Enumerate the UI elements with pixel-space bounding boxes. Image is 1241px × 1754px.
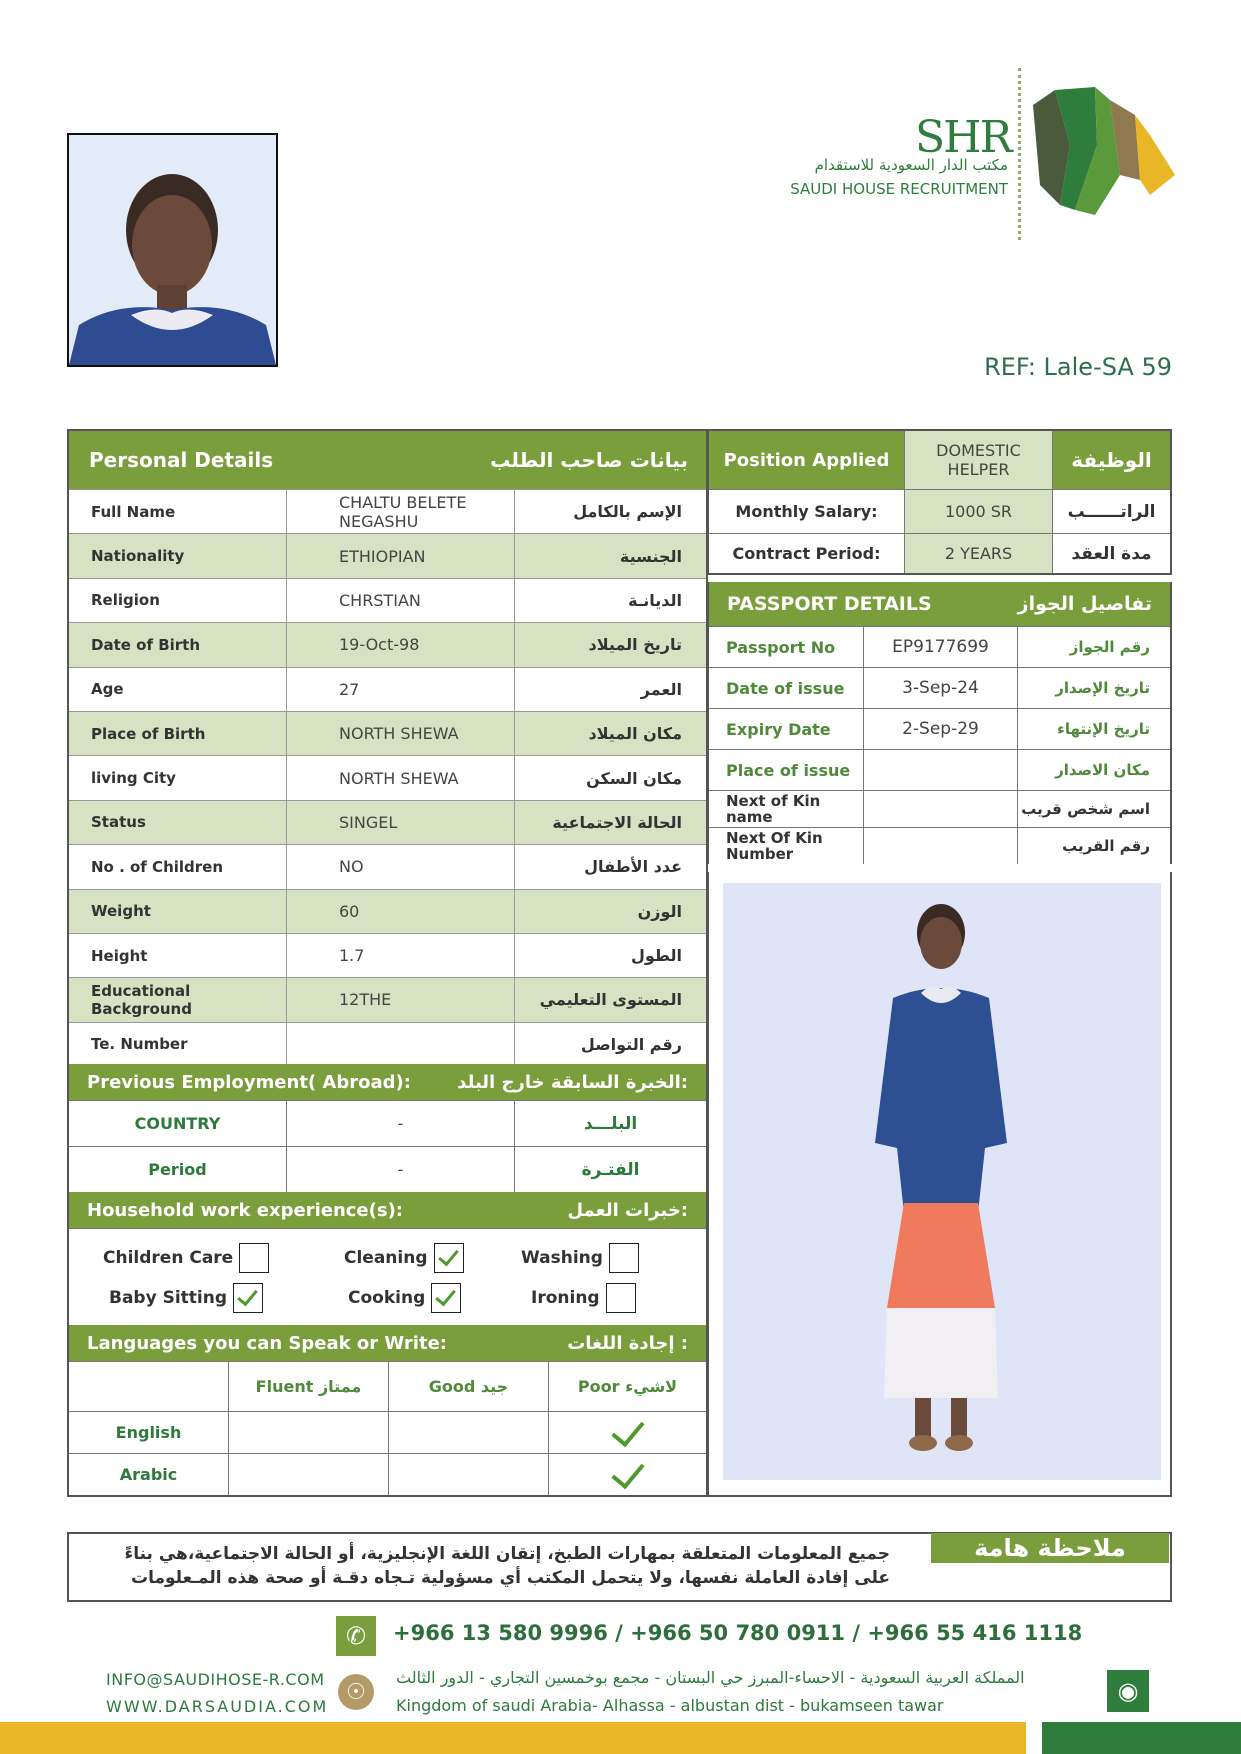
household-item-label: Children Care xyxy=(103,1248,234,1268)
personal-row-label: Weight xyxy=(69,890,287,933)
period-label-ar: الفتـرة xyxy=(581,1159,640,1180)
footer-bar-green xyxy=(1042,1722,1241,1754)
passport-details-title-ar: تفاصيل الجواز xyxy=(1017,593,1152,615)
personal-row-value: 12THE xyxy=(287,978,515,1021)
languages-header xyxy=(69,1325,706,1361)
personal-row-label-ar: الإسم بالكامل xyxy=(573,502,682,522)
personal-row xyxy=(69,977,706,1021)
personal-row-value: 27 xyxy=(287,668,515,711)
important-note-title: ملاحظة هامة xyxy=(931,1533,1169,1563)
period-label: Period xyxy=(69,1147,287,1192)
level-fluent: Fluent ممتاز xyxy=(229,1362,389,1411)
passport-details-table xyxy=(707,582,1172,864)
passport-row-label: Passport No xyxy=(709,627,864,667)
language-level-poor xyxy=(549,1412,706,1453)
position-table xyxy=(707,429,1172,575)
passport-row-label-ar: رقم القريب xyxy=(1062,837,1150,855)
languages-corner-cell xyxy=(69,1362,229,1411)
passport-row-value xyxy=(864,791,1018,827)
personal-details-title-ar: بيانات صاحب الطلب xyxy=(490,448,688,472)
passport-row-value: EP9177699 xyxy=(864,627,1018,667)
household-item-checkbox[interactable] xyxy=(233,1283,263,1313)
household-item-checkbox[interactable] xyxy=(434,1243,464,1273)
household-item-label: Ironing xyxy=(531,1288,600,1308)
previous-employment-title-en: Previous Employment( Abroad): xyxy=(87,1071,411,1093)
position-applied-value: DOMESTIC HELPER xyxy=(905,431,1053,489)
passport-row-label-ar: اسم شخص قريب xyxy=(1021,800,1150,818)
checkmark-icon xyxy=(611,1412,644,1447)
household-item-checkbox[interactable] xyxy=(606,1283,636,1313)
portrait-photo xyxy=(67,133,278,367)
language-row xyxy=(69,1411,706,1453)
important-note-line-1: جميع المعلومات المتعلقة بمهارات الطبخ، إتقان اللغة الإنجليزية، أو الحالة الاجتماعية،هي بناءً xyxy=(124,1544,890,1564)
language-level-good xyxy=(389,1454,549,1495)
personal-row-label: Full Name xyxy=(69,490,287,533)
languages-header-row xyxy=(69,1361,706,1411)
personal-row xyxy=(69,800,706,844)
personal-row-label: Age xyxy=(69,668,287,711)
personal-row xyxy=(69,844,706,888)
personal-row xyxy=(69,667,706,711)
personal-row-label-ar: عدد الأطفال xyxy=(584,857,682,877)
languages-title-ar: إجادة اللغات : xyxy=(567,1332,688,1354)
household-experience-title-en: Household work experience(s): xyxy=(87,1199,404,1221)
household-item xyxy=(531,1283,636,1313)
household-item xyxy=(109,1283,263,1313)
personal-row xyxy=(69,489,706,533)
language-name: English xyxy=(69,1412,229,1453)
monthly-salary-value: 1000 SR xyxy=(905,490,1053,533)
household-item xyxy=(103,1243,269,1273)
personal-row-label-ar: العمر xyxy=(640,679,682,699)
personal-row-label: Te. Number xyxy=(69,1023,287,1066)
household-experience-checklist xyxy=(69,1228,706,1327)
phone-icon: ✆ xyxy=(336,1616,376,1656)
personal-row xyxy=(69,711,706,755)
logo-arabic-name: مكتب الدار السعودية للاستقدام xyxy=(814,156,1008,174)
passport-row xyxy=(709,790,1170,827)
passport-row-label: Next Of Kin Number xyxy=(709,828,864,864)
personal-row-label-ar: مكان السكن xyxy=(586,768,682,788)
household-item-label: Baby Sitting xyxy=(109,1288,228,1308)
personal-row-label-ar: رقم التواصل xyxy=(580,1034,682,1054)
level-poor: Poor لاشيء xyxy=(577,1377,678,1396)
household-experience-header xyxy=(69,1192,706,1228)
personal-row-value xyxy=(287,1023,515,1066)
personal-row-label-ar: الحالة الاجتماعية xyxy=(552,812,682,832)
personal-row xyxy=(69,889,706,933)
important-note-line-2: على إفادة العاملة نفسها، ولا يتحمل المكتب أي مسؤولية تـجاه دقـة أو صحة هذه المـعلومات xyxy=(130,1568,890,1588)
personal-row-label-ar: الوزن xyxy=(637,901,682,921)
language-level-good xyxy=(389,1412,549,1453)
personal-row-value: CHRSTIAN xyxy=(287,579,515,622)
household-item-checkbox[interactable] xyxy=(239,1243,269,1273)
household-item-checkbox[interactable] xyxy=(609,1243,639,1273)
full-body-photo xyxy=(723,883,1161,1480)
country-label: COUNTRY xyxy=(69,1101,287,1146)
personal-row-label: Place of Birth xyxy=(69,712,287,755)
language-level-poor xyxy=(549,1454,706,1495)
household-item xyxy=(344,1243,464,1273)
personal-row-label: Status xyxy=(69,801,287,844)
logo-english-name: SAUDI HOUSE RECRUITMENT xyxy=(790,180,1008,198)
personal-row-value: ETHIOPIAN xyxy=(287,534,515,577)
passport-row-label: Place of issue xyxy=(709,750,864,790)
address-english: Kingdom of saudi Arabia- Alhassa - albustan dist - bukamseen tawar xyxy=(396,1696,944,1715)
household-item-label: Washing xyxy=(521,1248,603,1268)
important-note-text xyxy=(90,1542,890,1590)
language-name: Arabic xyxy=(69,1454,229,1495)
passport-row-value xyxy=(864,828,1018,864)
personal-row xyxy=(69,755,706,799)
passport-row-label-ar: تاريخ الإنتهاء xyxy=(1057,720,1150,738)
monthly-salary-label-ar: الراتــــــب xyxy=(1067,501,1156,522)
household-item-label: Cleaning xyxy=(344,1248,428,1268)
contract-period-label-ar: مدة العقد xyxy=(1071,543,1152,564)
previous-employment-table xyxy=(67,1064,708,1192)
personal-row-value: CHALTU BELETE NEGASHU xyxy=(287,490,515,533)
passport-row-label-ar: رقم الجواز xyxy=(1069,638,1150,656)
household-experience-title-ar: خبرات العمل: xyxy=(567,1199,688,1221)
logo-divider xyxy=(1018,68,1021,240)
personal-row xyxy=(69,622,706,666)
personal-row-value: NORTH SHEWA xyxy=(287,712,515,755)
personal-row-label: Nationality xyxy=(69,534,287,577)
personal-row-value: 1.7 xyxy=(287,934,515,977)
personal-row-value: NO xyxy=(287,845,515,888)
checkmark-icon xyxy=(611,1454,644,1489)
passport-row-value: 3-Sep-24 xyxy=(864,668,1018,708)
personal-row-label: living City xyxy=(69,756,287,799)
contract-period-label: Contract Period: xyxy=(709,534,905,573)
reference-number: REF: Lale-SA 59 xyxy=(984,353,1172,381)
passport-row-label-ar: مكان الاصدار xyxy=(1055,761,1150,779)
personal-row xyxy=(69,533,706,577)
logo-shr: SHR xyxy=(915,112,1011,163)
language-row xyxy=(69,1453,706,1495)
passport-row-value: 2-Sep-29 xyxy=(864,709,1018,749)
passport-row-label: Expiry Date xyxy=(709,709,864,749)
personal-row xyxy=(69,578,706,622)
personal-row xyxy=(69,933,706,977)
period-row xyxy=(69,1146,706,1192)
language-level-fluent xyxy=(229,1412,389,1453)
globe-icon: ☉ xyxy=(338,1674,374,1710)
personal-details-header xyxy=(69,431,706,489)
passport-details-title-en: PASSPORT DETAILS xyxy=(727,593,932,615)
languages-title-en: Languages you can Speak or Write: xyxy=(87,1332,447,1354)
email-address: INFO@SAUDIHOSE-R.COM xyxy=(106,1670,325,1689)
personal-row-label: Date of Birth xyxy=(69,623,287,666)
location-pin-icon: ◉ xyxy=(1107,1670,1149,1712)
personal-row-value: SINGEL xyxy=(287,801,515,844)
passport-row-value xyxy=(864,750,1018,790)
household-item xyxy=(521,1243,639,1273)
country-value: - xyxy=(287,1101,515,1146)
passport-row-label: Date of issue xyxy=(709,668,864,708)
monthly-salary-label: Monthly Salary: xyxy=(709,490,905,533)
passport-row xyxy=(709,626,1170,667)
personal-row-value: 19-Oct-98 xyxy=(287,623,515,666)
personal-row-label: Educational Background xyxy=(69,978,287,1021)
language-level-fluent xyxy=(229,1454,389,1495)
personal-details-table xyxy=(67,429,708,1068)
passport-row xyxy=(709,749,1170,790)
footer-bar-yellow xyxy=(0,1722,1026,1754)
passport-row-label-ar: تاريخ الإصدار xyxy=(1055,679,1150,697)
personal-row-label-ar: الديانـة xyxy=(628,590,682,610)
passport-row xyxy=(709,827,1170,864)
period-value: - xyxy=(287,1147,515,1192)
household-item-checkbox[interactable] xyxy=(431,1283,461,1313)
personal-row-label: Religion xyxy=(69,579,287,622)
personal-row-label-ar: تاريخ الميلاد xyxy=(588,635,682,655)
position-applied-label-ar: الوظيفة xyxy=(1053,431,1170,489)
passport-row xyxy=(709,667,1170,708)
previous-employment-header xyxy=(69,1064,706,1100)
country-label-ar: البلـــد xyxy=(583,1113,638,1134)
passport-row-label: Next of Kin name xyxy=(709,791,864,827)
personal-row-label: No . of Children xyxy=(69,845,287,888)
personal-row-value: NORTH SHEWA xyxy=(287,756,515,799)
website-address: WWW.DARSAUDIA.COM xyxy=(106,1697,329,1716)
address-arabic: المملكة العربية السعودية - الاحساء-المبرز حي البستان - مجمع بوخمسين التجاري - الدور الثالث xyxy=(396,1668,1025,1687)
contract-period-value: 2 YEARS xyxy=(905,534,1053,573)
personal-row-label-ar: مكان الميلاد xyxy=(588,724,682,744)
personal-row-label-ar: الطول xyxy=(631,946,682,966)
personal-row xyxy=(69,1022,706,1066)
languages-table xyxy=(67,1325,708,1497)
logo-mark xyxy=(1025,85,1177,225)
personal-row-label-ar: الجنسية xyxy=(619,546,682,566)
personal-row-label: Height xyxy=(69,934,287,977)
passport-row xyxy=(709,708,1170,749)
household-item xyxy=(348,1283,461,1313)
household-item-label: Cooking xyxy=(348,1288,426,1308)
household-experience-section xyxy=(67,1192,708,1327)
personal-row-value: 60 xyxy=(287,890,515,933)
phone-numbers: +966 13 580 9996 / +966 50 780 0911 / +966 55 416 1118 xyxy=(393,1621,1083,1645)
passport-details-header xyxy=(709,582,1170,626)
personal-details-title-en: Personal Details xyxy=(89,448,274,472)
personal-row-label-ar: المستوى التعليمي xyxy=(539,990,682,1010)
previous-employment-title-ar: الخبرة السابقة خارج البلد: xyxy=(457,1071,688,1093)
position-applied-label: Position Applied xyxy=(709,431,905,489)
level-good: Good جيد xyxy=(389,1362,549,1411)
country-row xyxy=(69,1100,706,1146)
